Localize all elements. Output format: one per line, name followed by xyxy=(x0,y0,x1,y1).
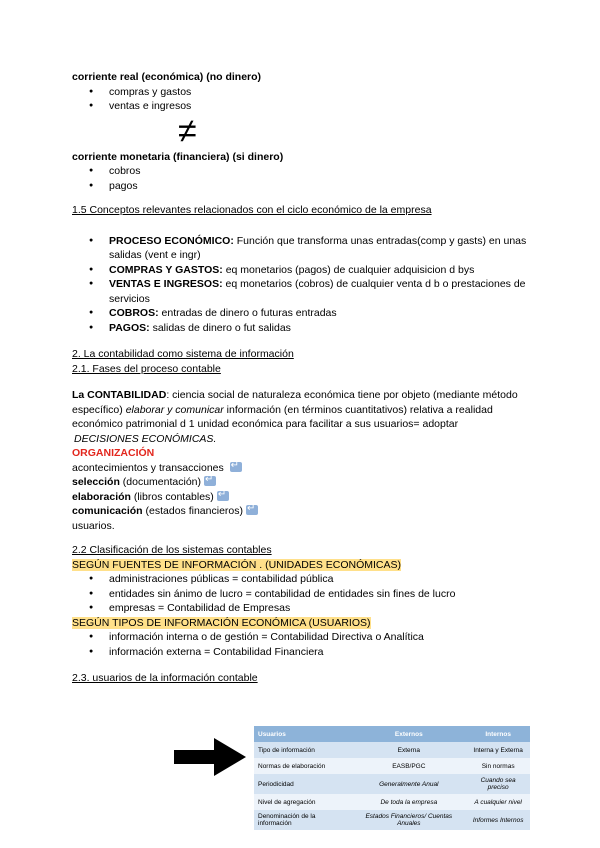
fuentes-heading: SEGÚN FUENTES DE INFORMACIÓN . (UNIDADES ECONÓMICAS) xyxy=(72,558,402,571)
return-icon xyxy=(230,462,242,472)
heading-2-1: 2.1. Fases del proceso contable xyxy=(72,362,221,375)
fase-item xyxy=(72,475,542,490)
usuarios-line: usuarios. xyxy=(72,519,115,532)
table-cell: Periodicidad xyxy=(254,774,351,794)
table-row xyxy=(254,794,530,810)
table-cell: De toda la empresa xyxy=(351,794,466,810)
right-arrow-icon xyxy=(174,738,246,776)
table-header-row xyxy=(254,726,530,742)
organizacion-heading: ORGANIZACIÓN xyxy=(72,447,155,459)
not-equal-symbol: ≠ xyxy=(178,111,197,150)
table-cell: Sin normas xyxy=(466,758,530,774)
table-cell: A cualquier nivel xyxy=(466,794,530,810)
list-item: ● entidades sin ánimo de lucro = contabilidad de entidades sin fines de lucro xyxy=(72,587,542,602)
contabilidad-definition xyxy=(72,388,522,446)
table-cell: Generalmente Anual xyxy=(351,774,466,794)
emphasis: DECISIONES ECONÓMICAS. xyxy=(74,432,217,445)
table-row xyxy=(254,810,530,830)
return-icon xyxy=(217,491,229,501)
term: COMPRAS Y GASTOS: xyxy=(109,263,223,276)
definition-text: : ciencia social de naturaleza económica tiene por objeto (mediante método específico) xyxy=(72,389,518,416)
table-header: Internos xyxy=(466,726,530,742)
table-cell: Denominación de la información xyxy=(254,810,351,830)
heading-2-2: 2.2 Clasificación de los sistemas contables xyxy=(72,544,272,556)
table-cell: Cuando sea preciso xyxy=(466,774,530,794)
tipos-heading: SEGÚN TIPOS DE INFORMACIÓN ECONÓMICA (USUARIOS) xyxy=(72,616,371,629)
fase-term: comunicación xyxy=(72,505,143,517)
list-item xyxy=(72,306,559,321)
term: COBROS: xyxy=(109,307,159,319)
table-row xyxy=(254,774,530,794)
definition: entradas de dinero o futuras entradas xyxy=(158,307,337,319)
table-cell: EASB/PGC xyxy=(351,758,466,774)
list-item: ● ventas e ingresos xyxy=(72,99,542,114)
usuarios-table xyxy=(254,726,530,830)
table-cell: Nivel de agregación xyxy=(254,794,351,810)
fase-term: selección xyxy=(72,476,120,488)
definition: eq monetarios (cobros) de cualquier venta d b o prestaciones de servicios xyxy=(109,278,526,305)
return-icon xyxy=(246,505,258,515)
heading-2: 2. La contabilidad como sistema de información xyxy=(72,348,294,360)
corriente-monetaria-title: corriente monetaria (financiera) (si dinero) xyxy=(72,150,284,163)
corriente-real-title: corriente real (económica) (no dinero) xyxy=(72,71,262,83)
conceptos-list xyxy=(72,234,542,336)
list-item: ● administraciones públicas = contabilidad pública xyxy=(72,572,542,587)
fase-text: (documentación) xyxy=(119,476,201,488)
list-item xyxy=(72,234,559,263)
fase-text: (libros contables) xyxy=(130,490,214,503)
definition: eq monetarios (pagos) de cualquier adquisicion d bys xyxy=(222,263,475,276)
heading-1-5: 1.5 Conceptos relevantes relacionados con el ciclo económico de la empresa xyxy=(72,204,432,216)
table-cell: Informes Internos xyxy=(466,810,530,830)
table-cell: Tipo de información xyxy=(254,742,351,758)
table-cell: Externa xyxy=(351,742,466,758)
table-header: Usuarios xyxy=(254,726,351,742)
fuentes-list xyxy=(72,572,542,616)
tipos-list xyxy=(72,630,542,659)
fase-item xyxy=(72,461,542,476)
fase-text: acontecimientos y transacciones xyxy=(72,461,227,474)
list-item: ● información interna o de gestión = Contabilidad Directiva o Analítica xyxy=(72,630,542,645)
fase-item xyxy=(72,504,542,519)
corriente-real-list xyxy=(72,85,542,114)
table-row xyxy=(254,742,530,758)
table-header: Externos xyxy=(351,726,466,742)
term: PAGOS: xyxy=(109,321,150,334)
fase-term: elaboración xyxy=(72,490,131,503)
list-item xyxy=(72,321,559,336)
term: PROCESO ECONÓMICO: xyxy=(109,234,234,247)
definition: salidas de dinero o fut salidas xyxy=(149,321,291,334)
list-item: ● información externa = Contabilidad Financiera xyxy=(72,645,542,660)
table-cell: Estados Financieros/ Cuentas Anuales xyxy=(351,810,466,830)
heading-2-3: 2.3. usuarios de la información contable xyxy=(72,672,258,684)
list-item: ● compras y gastos xyxy=(72,85,542,100)
table-cell: Interna y Externa xyxy=(466,742,530,758)
corriente-monetaria-list xyxy=(72,164,542,193)
list-item: ● empresas = Contabilidad de Empresas xyxy=(72,601,542,616)
document-page xyxy=(72,70,542,686)
list-item: ● cobros xyxy=(72,164,542,179)
fase-text: (estados financieros) xyxy=(142,505,243,517)
table-row xyxy=(254,758,530,774)
list-item xyxy=(72,277,559,306)
list-item: ● pagos xyxy=(72,179,542,194)
term: La CONTABILIDAD xyxy=(72,389,167,401)
table-cell: Normas de elaboración xyxy=(254,758,351,774)
fase-item xyxy=(72,490,542,505)
definition-text: información (en términos cuantitativos) relativa a realidad económico patrimonial d 1 unidad económica para facilitar a sus usuarios= adoptar xyxy=(72,403,493,430)
return-icon xyxy=(204,476,216,486)
term: VENTAS E INGRESOS: xyxy=(109,278,223,290)
definition: Función que transforma unas entradas(comp y gasts) en unas salidas (vent e ingr) xyxy=(109,234,527,261)
list-item xyxy=(72,263,559,278)
emphasis: elaborar y comunicar xyxy=(125,403,224,416)
